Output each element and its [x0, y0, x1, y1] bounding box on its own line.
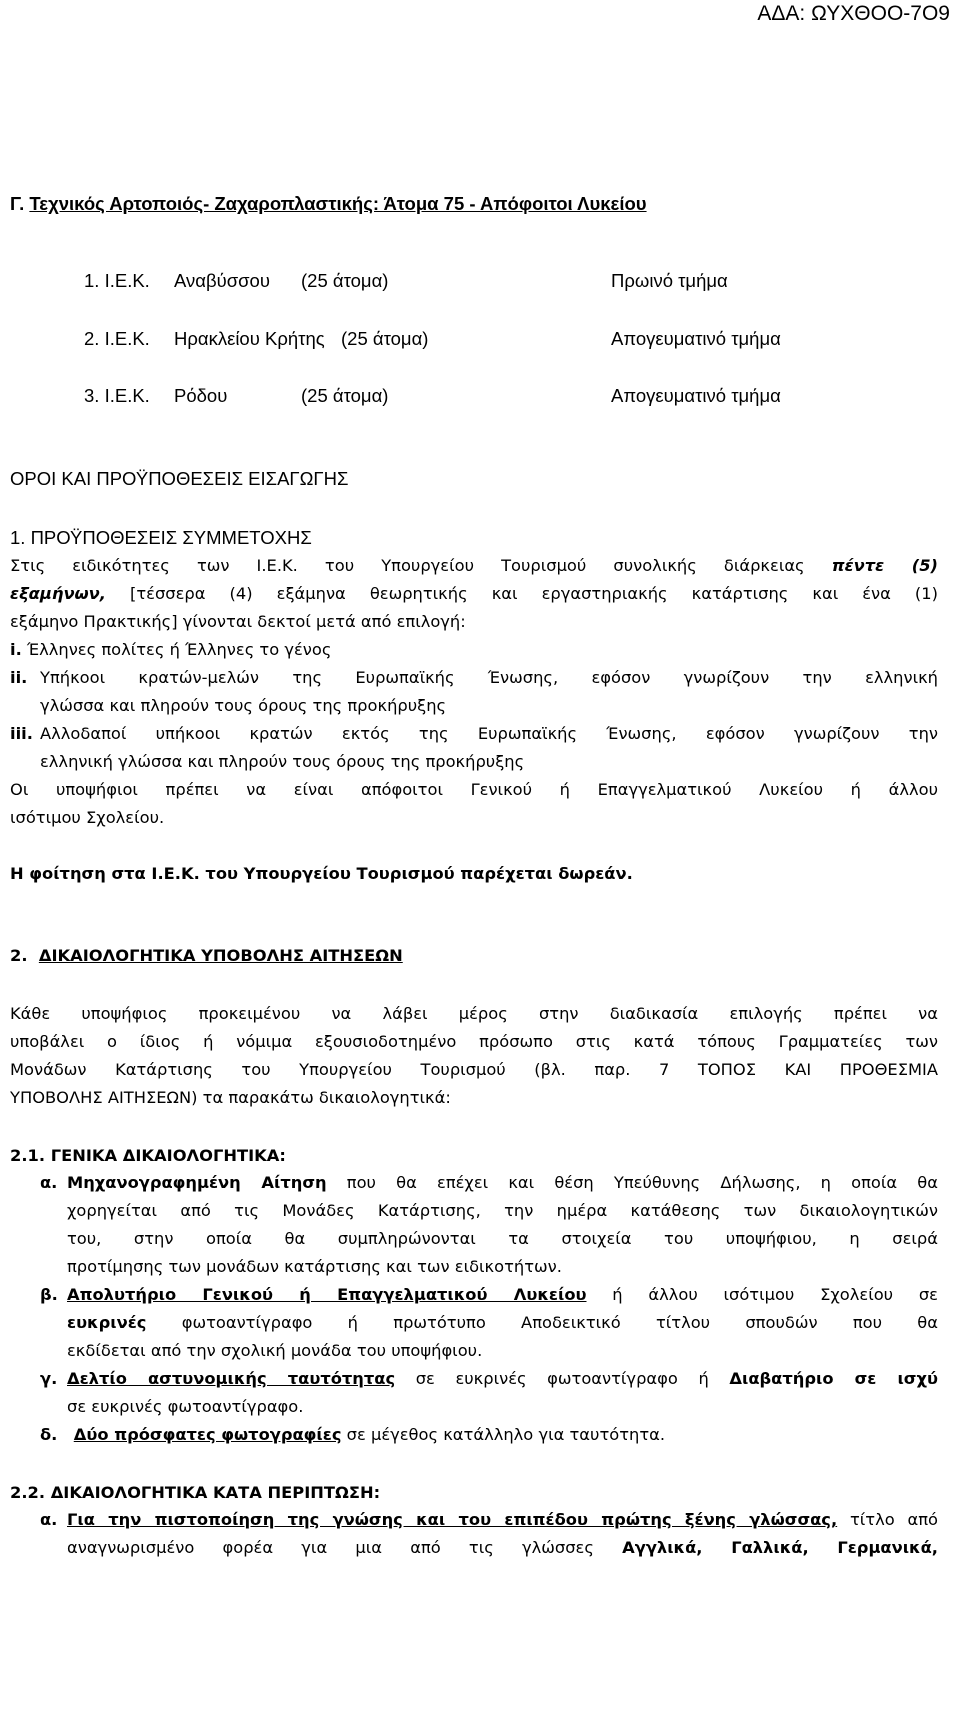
- school-shift: Απογευματινό τμήμα: [611, 385, 781, 406]
- paragraph-line: εξαμήνων, [τέσσερα (4) εξάμηνα θεωρητικής και εργαστηριακής κατάρτισης και ένα (1): [10, 584, 938, 603]
- participation-subheading: 1. ΠΡΟΫΠΟΘΕΣΕΙΣ ΣΥΜΜΕΤΟΧΗΣ: [10, 527, 312, 548]
- case-item-a-line: αναγνωρισμένο φορέα για μια από τις γλώσσες Αγγλικά, Γαλλικά, Γερμανικά,: [67, 1538, 938, 1557]
- item-label-a: α.: [40, 1173, 58, 1192]
- school-name: Αναβύσσου: [174, 270, 270, 291]
- school-count: (25 άτομα): [341, 328, 429, 349]
- terms-heading: ΟΡΟΙ ΚΑΙ ΠΡΟΫΠΟΘΕΣΕΙΣ ΕΙΣΑΓΩΓΗΣ: [10, 468, 349, 489]
- paragraph-line: υποβάλει ο ίδιος ή νόμιμα εξουσιοδοτημένο πρόσωπο στις κατά τόπους Γραμματείες των: [10, 1032, 938, 1051]
- list-item-iii-line: ελληνική γλώσσα και πληρούν τους όρους της προκήρυξης: [40, 752, 525, 771]
- school-count: (25 άτομα): [301, 270, 389, 291]
- item-b-line: εκδίδεται από την σχολική μονάδα του υποψήφιου.: [67, 1341, 483, 1360]
- item-a-line: χορηγείται από τις Μονάδες Κατάρτισης, την ημέρα κατάθεσης των δικαιολογητικών: [67, 1201, 938, 1220]
- paragraph-line: Στις ειδικότητες των Ι.Ε.Κ. του Υπουργείου Τουρισμού συνολικής διάρκειας πέντε (5): [10, 556, 938, 575]
- paragraph-line: εξάμηνο Πρακτικής] γίνονται δεκτοί μετά από επιλογή:: [10, 612, 466, 631]
- school-count: (25 άτομα): [301, 385, 389, 406]
- item-b-line: Απολυτήριο Γενικού ή Επαγγελματικού Λυκείου ή άλλου ισότιμου Σχολείου σε: [67, 1285, 938, 1304]
- item-d-line: δ. Δύο πρόσφατες φωτογραφίες σε μέγεθος κατάλληλο για ταυτότητα.: [40, 1425, 666, 1444]
- free-tuition-note: Η φοίτηση στα Ι.Ε.Κ. του Υπουργείου Τουρισμού παρέχεται δωρεάν.: [10, 864, 633, 883]
- section-g-title: Τεχνικός Αρτοποιός- Ζαχαροπλαστικής: Άτομα 75 - Απόφοιτοι Λυκείου: [29, 193, 647, 214]
- paragraph-line: ισότιμου Σχολείου.: [10, 808, 165, 827]
- general-documents-heading: 2.1. ΓΕΝΙΚΑ ΔΙΚΑΙΟΛΟΓΗΤΙΚΑ:: [10, 1146, 286, 1165]
- ada-code: ΑΔΑ: ΩΥΧΘΟΟ-7Ο9: [757, 2, 950, 25]
- list-label-iii: iii.: [10, 724, 33, 743]
- school-name: Ηρακλείου Κρήτης: [174, 328, 325, 349]
- school-shift: Απογευματινό τμήμα: [611, 328, 781, 349]
- section-g-heading: [10, 193, 647, 215]
- item-c-line: σε ευκρινές φωτοαντίγραφο.: [67, 1397, 304, 1416]
- list-item-ii-line: Υπήκοοι κρατών-μελών της Ευρωπαϊκής Ένωσης, εφόσον γνωρίζουν την ελληνική: [40, 668, 938, 687]
- list-item-ii-line: γλώσσα και πληρούν τους όρους της προκήρυξης: [40, 696, 447, 715]
- paragraph-line: ΥΠΟΒΟΛΗΣ ΑΙΤΗΣΕΩΝ) τα παρακάτω δικαιολογητικά:: [10, 1088, 451, 1107]
- item-c-line: Δελτίο αστυνομικής ταυτότητας σε ευκρινές φωτοαντίγραφο ή Διαβατήριο σε ισχύ: [67, 1369, 938, 1388]
- item-label-c: γ.: [40, 1369, 58, 1388]
- school-number: 2. Ι.Ε.Κ.: [84, 328, 150, 349]
- list-item-i: i. Έλληνες πολίτες ή Έλληνες το γένος: [10, 640, 332, 659]
- paragraph-line: Μονάδων Κατάρτισης του Υπουργείου Τουρισμού (βλ. παρ. 7 ΤΟΠΟΣ ΚΑΙ ΠΡΟΘΕΣΜΙΑ: [10, 1060, 938, 1079]
- school-number: 1. Ι.Ε.Κ.: [84, 270, 150, 291]
- paragraph-line: Κάθε υποψήφιος προκειμένου να λάβει μέρος στην διαδικασία επιλογής πρέπει να: [10, 1004, 938, 1023]
- case-item-a-line: Για την πιστοποίηση της γνώσης και του επιπέδου πρώτης ξένης γλώσσας, τίτλο από: [67, 1510, 938, 1529]
- paragraph-line: Οι υποψήφιοι πρέπει να είναι απόφοιτοι Γενικού ή Επαγγελματικού Λυκείου ή άλλου: [10, 780, 938, 799]
- list-label-ii: ii.: [10, 668, 28, 687]
- case-item-label-a: α.: [40, 1510, 58, 1529]
- documents-heading: 2. ΔΙΚΑΙΟΛΟΓΗΤΙΚΑ ΥΠΟΒΟΛΗΣ ΑΙΤΗΣΕΩΝ: [10, 946, 403, 965]
- item-a-line: του, στην οποία θα συμπληρώνονται τα στοιχεία του υποψήφιου, η σειρά: [67, 1229, 938, 1248]
- section-g-prefix: Γ.: [10, 193, 25, 214]
- list-item-iii-line: Αλλοδαποί υπήκοοι κρατών εκτός της Ευρωπαϊκής Ένωσης, εφόσον γνωρίζουν την: [40, 724, 938, 743]
- item-a-line: Μηχανογραφημένη Αίτηση που θα επέχει και θέση Υπεύθυνης Δήλωσης, η οποία θα: [67, 1173, 938, 1192]
- school-number: 3. Ι.Ε.Κ.: [84, 385, 150, 406]
- item-a-line: προτίμησης των μονάδων κατάρτισης και των ειδικοτήτων.: [67, 1257, 562, 1276]
- case-documents-heading: 2.2. ΔΙΚΑΙΟΛΟΓΗΤΙΚΑ ΚΑΤΑ ΠΕΡΙΠΤΩΣΗ:: [10, 1483, 381, 1502]
- item-b-line: ευκρινές φωτοαντίγραφο ή πρωτότυπο Αποδεικτικό τίτλου σπουδών που θα: [67, 1313, 938, 1332]
- school-name: Ρόδου: [174, 385, 228, 406]
- item-label-b: β.: [40, 1285, 58, 1304]
- school-shift: Πρωινό τμήμα: [611, 270, 728, 291]
